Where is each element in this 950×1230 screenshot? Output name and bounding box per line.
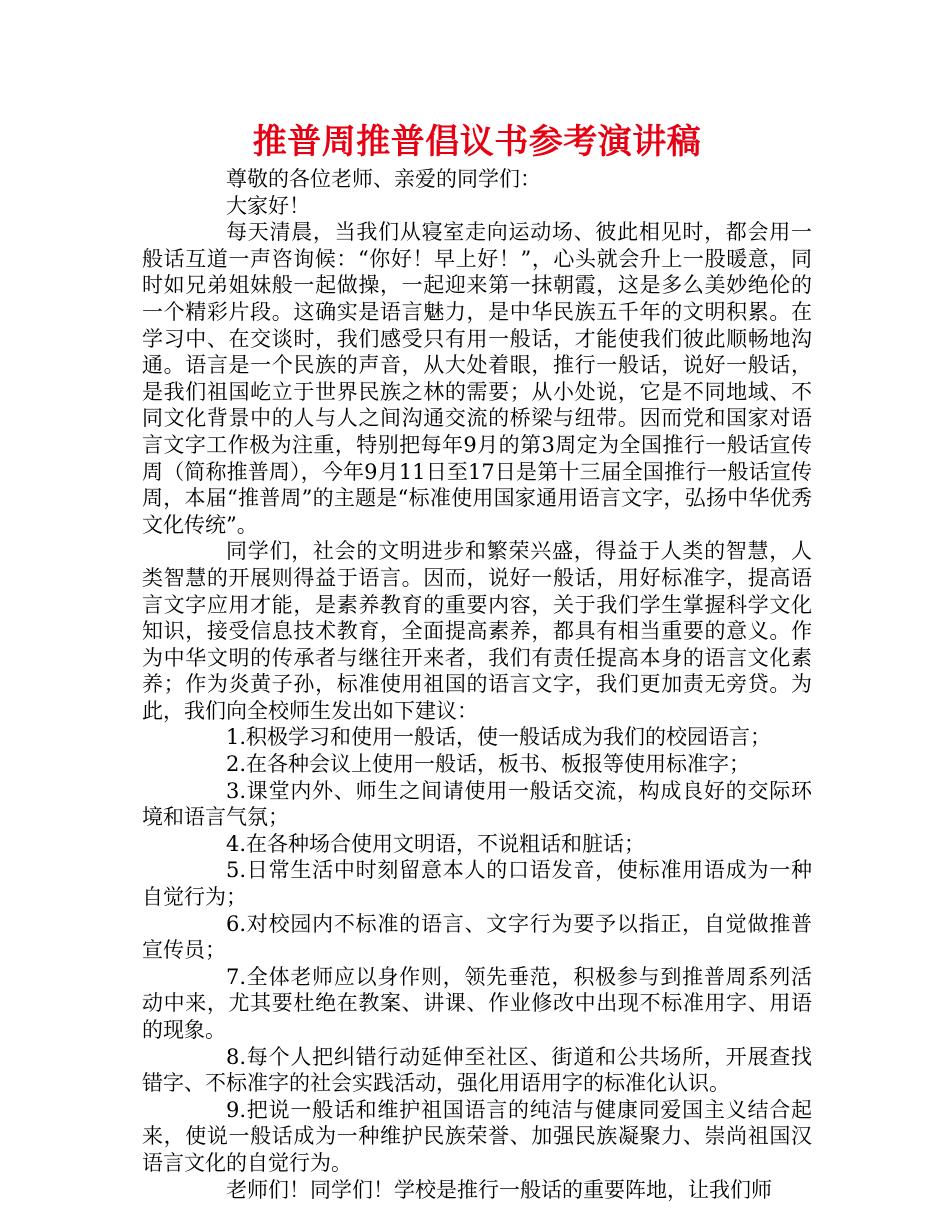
proposal-item-5: 5.日常生活中时刻留意本人的口语发音，使标准用语成为一种自觉行为； [142,858,812,910]
document-page [142,118,812,1203]
body-paragraph-2: 同学们，社会的文明进步和繁荣兴盛，得益于人类的智慧，人类智慧的开展则得益于语言。因而，说好一般话，用好标准字，提高语言文字应用才能，是素养教育的重要内容，关于我们学生掌握科学文化知识，接受信息技术教育，全面提高素养，都具有相当重要的意义。作为中华文明的传承者与继往开来者，我们有责任提高本身的语言文化素养；作为炎黄子孙，标准使用祖国的语言文字，我们更加责无旁贷。为此，我们向全校师生发出如下建议： [142,539,812,723]
salutation: 尊敬的各位老师、亲爱的同学们： [226,167,541,191]
proposal-item-8: 8.每个人把纠错行动延伸至社区、街道和公共场所，开展查找错字、不标准字的社会实践活动，强化用语用字的标准化认识。 [142,1044,812,1096]
proposal-item-6: 6.对校园内不标准的语言、文字行为要予以指正，自觉做推普宣传员； [142,911,812,963]
proposal-item-2: 2.在各种会议上使用一般话，板书、板报等使用标准字； [226,752,751,777]
document-title: 推普周推普倡议书参考演讲稿 [252,122,702,162]
proposal-item-7: 7.全体老师应以身作则，领先垂范，积极参与到推普周系列活动中来，尤其要杜绝在教案、讲课、作业修改中出现不标准用字、用语的现象。 [142,964,812,1042]
proposal-item-1: 1.积极学习和使用一般话，使一般话成为我们的校园语言； [226,725,772,750]
proposal-item-4: 4.在各种场合使用文明语，不说粗话和脏话； [226,831,646,856]
proposal-item-3: 3.课堂内外、师生之间请使用一般话交流，构成良好的交际环境和语言气氛； [142,778,812,830]
body-paragraph-1: 每天清晨，当我们从寝室走向运动场、彼此相见时，都会用一般话互道一声咨询候：“你好！早上好！”，心头就会升上一股暖意，同时如兄弟姐妹般一起做操，一起迎来第一抹朝霞，这是多么美妙绝伦的一个精彩片段。这确实是语言魅力，是中华民族五千年的文明积累。在学习中、在交谈时，我们感受只有用一般话，才能使我们彼此顺畅地沟通。语言是一个民族的声音，从大处着眼，推行一般话，说好一般话，是我们祖国屹立于世界民族之林的需要；从小处说，它是不同地域、不同文化背景中的人与人之间沟通交流的桥梁与纽带。因而党和国家对语言文字工作极为注重，特别把每年9月的第3周定为全国推行一般话宣传周（简称推普周），今年9月11日至17日是第十三届全国推行一般话宣传周，本届“推普周”的主题是“标准使用国家通用语言文字，弘扬中华优秀文化传统”。 [142,220,812,537]
proposal-item-9: 9.把说一般话和维护祖国语言的纯洁与健康同爱国主义结合起来，使说一般话成为一种维护民族荣誉、加强民族凝聚力、崇尚祖国汉语言文化的自觉行为。 [142,1097,812,1175]
closing-paragraph: 老师们！同学们！学校是推行一般话的重要阵地，让我们师 [226,1177,772,1202]
greeting: 大家好！ [226,193,310,218]
